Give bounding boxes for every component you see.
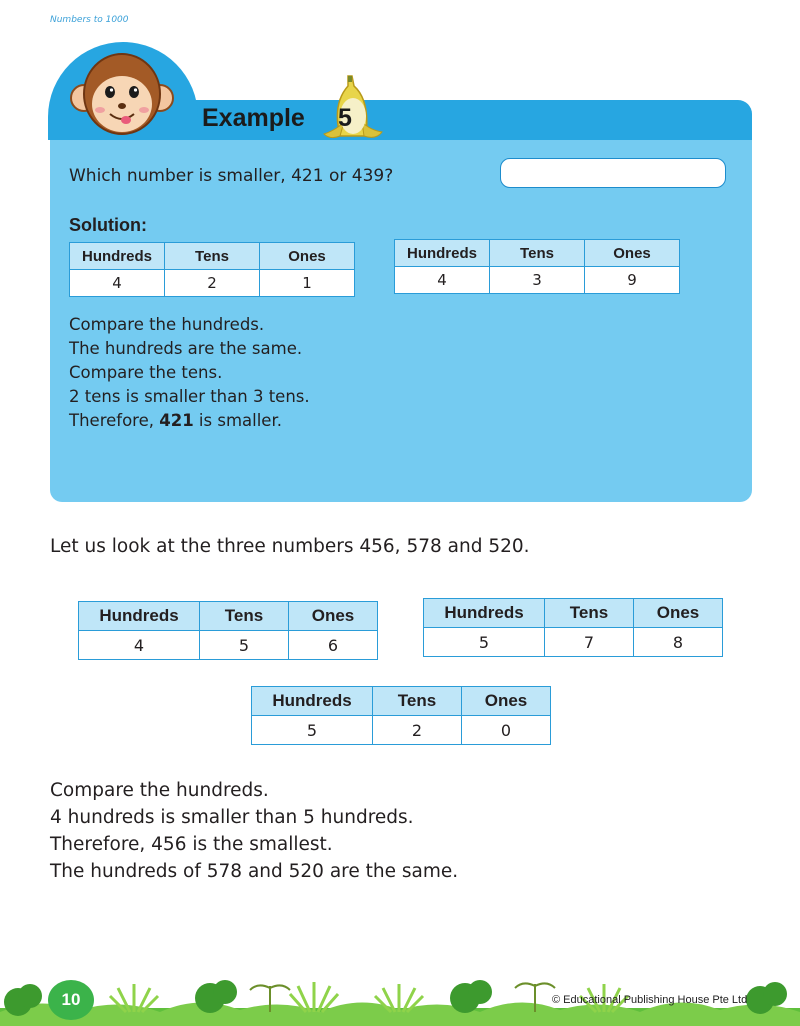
question-text: Which number is smaller, 421 or 439?	[69, 166, 394, 186]
conclusion-pre: Therefore,	[69, 411, 160, 430]
cell-ones: 1	[260, 270, 355, 297]
copyright-text: © Educational Publishing House Pte Ltd	[552, 994, 748, 1006]
header-hundreds: Hundreds	[79, 602, 200, 631]
cell-ones: 8	[634, 628, 723, 657]
header-tens: Tens	[373, 687, 462, 716]
step-line: Compare the tens.	[69, 363, 223, 382]
header-ones: Ones	[585, 240, 680, 267]
header-tens: Tens	[200, 602, 289, 631]
answer-box[interactable]	[500, 158, 726, 188]
running-head: Numbers to 1000	[50, 15, 129, 25]
header-hundreds: Hundreds	[252, 687, 373, 716]
cell-tens: 2	[373, 716, 462, 745]
header-ones: Ones	[634, 599, 723, 628]
place-value-table-439	[394, 239, 680, 294]
header-tens: Tens	[165, 243, 260, 270]
header-hundreds: Hundreds	[395, 240, 490, 267]
place-value-table-456	[78, 601, 378, 660]
place-value-table-520	[251, 686, 551, 745]
cell-ones: 9	[585, 267, 680, 294]
header-tens: Tens	[490, 240, 585, 267]
solution-label: Solution:	[69, 215, 147, 235]
solution-steps	[69, 313, 310, 433]
cell-tens: 2	[165, 270, 260, 297]
cell-tens: 7	[545, 628, 634, 657]
comparison-line: Compare the hundreds.	[50, 780, 269, 801]
header-hundreds: Hundreds	[424, 599, 545, 628]
header-hundreds: Hundreds	[70, 243, 165, 270]
example-number: 5	[338, 104, 352, 132]
cell-tens: 3	[490, 267, 585, 294]
place-value-table-578	[423, 598, 723, 657]
conclusion-post: is smaller.	[193, 411, 282, 430]
cell-hundreds: 4	[395, 267, 490, 294]
header-ones: Ones	[260, 243, 355, 270]
comparison-line: 4 hundreds is smaller than 5 hundreds.	[50, 807, 414, 828]
intro-text: Let us look at the three numbers 456, 578 and 520.	[50, 536, 530, 557]
cell-hundreds: 4	[70, 270, 165, 297]
conclusion-number: 421	[159, 411, 194, 430]
place-value-table-421	[69, 242, 355, 297]
comparison-line: The hundreds of 578 and 520 are the same.	[50, 861, 459, 882]
step-line: Compare the hundreds.	[69, 315, 265, 334]
header-tens: Tens	[545, 599, 634, 628]
cell-hundreds: 4	[79, 631, 200, 660]
header-ones: Ones	[462, 687, 551, 716]
step-line: The hundreds are the same.	[69, 339, 303, 358]
monkey-mascot-icon	[70, 50, 174, 140]
header-ones: Ones	[289, 602, 378, 631]
cell-hundreds: 5	[424, 628, 545, 657]
cell-ones: 0	[462, 716, 551, 745]
comparison-text	[50, 777, 458, 885]
cell-ones: 6	[289, 631, 378, 660]
step-line: 2 tens is smaller than 3 tens.	[69, 387, 310, 406]
cell-tens: 5	[200, 631, 289, 660]
page-number-badge: 10	[48, 980, 94, 1020]
conclusion-line	[69, 409, 310, 433]
comparison-line: Therefore, 456 is the smallest.	[50, 834, 333, 855]
cell-hundreds: 5	[252, 716, 373, 745]
example-title: Example	[202, 104, 305, 132]
